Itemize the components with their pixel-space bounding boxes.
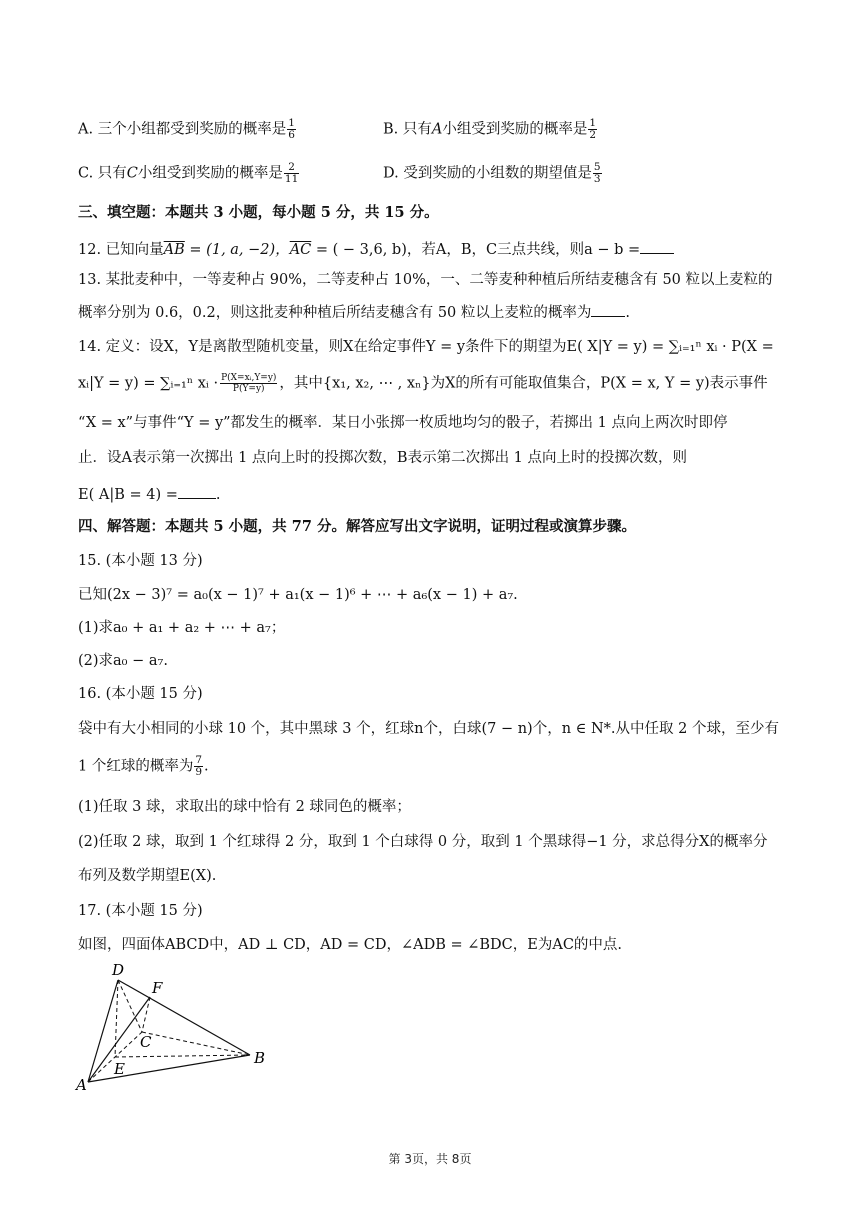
- q13-line2-text: 概率分别为 0.6，0.2，则这批麦种种植后所结麦穗含有 50 粒以上麦粒的概率为: [78, 305, 592, 321]
- edge-de: [115, 980, 118, 1057]
- label-a: A: [76, 1076, 87, 1094]
- option-b-text: 小组受到奖励的概率是: [442, 121, 588, 138]
- option-c-text: 小组受到奖励的概率是: [137, 165, 283, 182]
- label-d: D: [112, 961, 125, 979]
- q16-part2a: (2)任取 2 球，取到 1 个红球得 2 分，取到 1 个白球得 0 分，取到 1 个黑球得−1 分，求总得分X的概率分: [78, 834, 768, 850]
- label-c: C: [140, 1033, 152, 1051]
- q14-fraction: $\frac{\text{P(X=xᵢ,Y=y)}}{P(Y=y)}$: [221, 373, 277, 394]
- q15-part1: (1)求a₀ + a₁ + a₂ + ⋯ + a₇；: [78, 620, 286, 636]
- q17-title: 17. (本小题 15 分): [78, 903, 203, 919]
- q14-line2: [78, 373, 768, 394]
- option-c-prefix: C. 只有: [78, 165, 127, 182]
- option-a: [78, 118, 297, 141]
- option-d-text: D. 受到奖励的小组数的期望值是: [383, 165, 592, 182]
- q12-vector-ac: $\overline{AC}$: [289, 242, 312, 258]
- option-a-text: A. 三个小组都受到奖励的概率是: [78, 121, 287, 138]
- q13-answer-blank: [591, 302, 625, 317]
- q17-line1: 如图，四面体ABCD中，AD ⊥ CD，AD = CD，∠ADB = ∠BDC，E为AC的中点.: [78, 937, 623, 953]
- edge-db: [118, 980, 250, 1055]
- page-footer: 第 3页，共 8页: [388, 1152, 472, 1166]
- label-b: B: [254, 1049, 266, 1067]
- option-d: [383, 162, 603, 185]
- q12-vector-ab: $\overline{AB}$: [163, 242, 185, 258]
- q16-line2: [78, 755, 209, 778]
- q13-line2: [78, 302, 630, 323]
- option-b-var: A: [431, 121, 443, 138]
- q15-line1: 已知(2x − 3)⁷ = a₀(x − 1)⁷ + a₁(x − 1)⁶ + ⋯ + a₆(x − 1) + a₇.: [78, 587, 518, 603]
- tetrahedron-figure: [70, 955, 280, 1095]
- q14-line3: “X = x”与事件“Y = y”都发生的概率．某日小张掷一枚质地均匀的骰子，若掷出 1 点向上两次时即停: [78, 415, 728, 431]
- q16-line2a: 1 个红球的概率为: [78, 758, 194, 775]
- option-a-fraction: $\frac{1}{6}$: [288, 117, 295, 141]
- option-c: [78, 162, 300, 185]
- section4-heading: 四、解答题：本题共 5 小题，共 77 分。解答应写出文字说明，证明过程或演算步骤。: [78, 518, 636, 535]
- q16-line2b: .: [204, 758, 209, 775]
- q14-line2a: xᵢ|Y = y) = ∑ᵢ₌₁ⁿ xᵢ ·: [78, 375, 219, 392]
- q14-line5-text: E( A|B = 4) =: [78, 487, 178, 503]
- q15-part2: (2)求a₀ − a₇.: [78, 653, 168, 669]
- q13-line1: 13. 某批麦种中，一等麦种占 90%，二等麦种占 10%，一、二等麦种种植后所结麦穗含有 50 粒以上麦粒的: [78, 272, 773, 288]
- q14-line1: 14. 定义：设X，Y是离散型随机变量，则X在给定事件Y = y条件下的期望为E( X|Y = y) = ∑ᵢ₌₁ⁿ xᵢ · P(X =: [78, 339, 774, 355]
- edge-cb: [142, 1032, 250, 1055]
- section3-heading: 三、填空题：本题共 3 小题，每小题 5 分，共 15 分。: [78, 204, 439, 221]
- q13-line2-end: .: [625, 305, 631, 321]
- option-d-fraction: $\frac{5}{3}$: [593, 161, 601, 185]
- edge-ab: [88, 1055, 250, 1082]
- edge-eb: [115, 1055, 250, 1057]
- q16-fraction: $\frac{7}{9}$: [195, 754, 203, 778]
- q16-part1: (1)任取 3 球，求取出的球中恰有 2 球同色的概率；: [78, 799, 411, 815]
- q12-lead: 12. 已知向量: [78, 242, 164, 258]
- q12: [78, 239, 674, 260]
- option-b-prefix: B. 只有: [383, 121, 432, 138]
- q14-line5-end: .: [215, 487, 221, 503]
- q15-title: 15. (本小题 13 分): [78, 553, 203, 569]
- q16-part2b: 布列及数学期望E(X).: [78, 868, 217, 884]
- q12-ab-value: = (1, a, −2)，: [184, 242, 290, 258]
- q14-line2b: ，其中{x₁, x₂, ⋯ , xₙ}为X的所有可能取值集合，P(X = x, Y = y)表示事件: [279, 375, 768, 392]
- q14-answer-blank: [178, 484, 216, 499]
- label-f: F: [152, 979, 163, 997]
- q12-tail: A，B，C三点共线，则a − b =: [435, 242, 641, 258]
- q12-answer-blank: [640, 239, 674, 254]
- q16-title: 16. (本小题 15 分): [78, 686, 203, 702]
- q16-line1: 袋中有大小相同的小球 10 个，其中黑球 3 个，红球n个，白球(7 − n)个，n ∈ N*.从中任取 2 个球，至少有: [78, 721, 779, 737]
- option-c-fraction: $\frac{2}{11}$: [284, 161, 299, 185]
- q12-ac-value: = ( − 3,6, b)，若: [311, 242, 436, 258]
- label-e: E: [114, 1060, 125, 1078]
- option-c-var: C: [126, 165, 138, 182]
- option-b-fraction: $\frac{1}{2}$: [589, 117, 597, 141]
- option-b: [383, 118, 598, 141]
- q14-line5: [78, 484, 220, 505]
- q14-line4: 止．设A表示第一次掷出 1 点向上时的投掷次数，B表示第二次掷出 1 点向上时的投掷次数，则: [78, 450, 688, 466]
